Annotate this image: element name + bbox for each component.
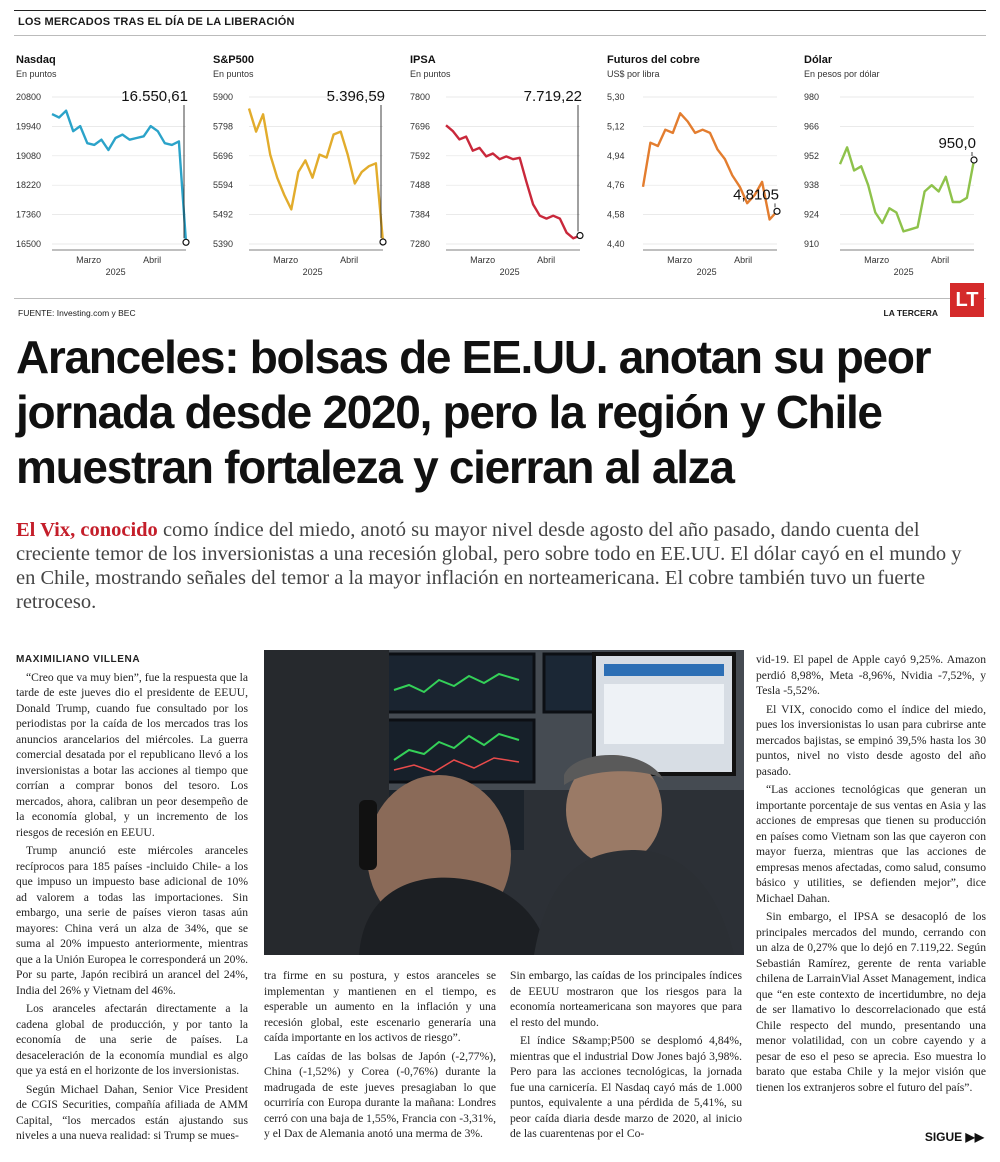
series-line — [840, 147, 974, 231]
la-tercera-logo: LT — [950, 283, 984, 317]
y-tick-label: 7488 — [410, 180, 431, 191]
lede-text: como índice del miedo, anotó su mayor nivel desde agosto del año pasado, dando cuenta del creciente temor de los inversionistas a una recesión global, pero sobre todo en EE.UU. El dólar cayó en el mundo y en Chile, mostrando señales del temor a la mayor inflación en norteamericana. El cobre también tuvo un fuerte retroceso. — [16, 519, 962, 613]
x-year-label: 2025 — [302, 267, 323, 277]
series-line — [249, 109, 383, 243]
last-point-marker — [774, 208, 780, 214]
y-tick-label: 17360 — [16, 209, 42, 220]
y-tick-label: 4,94 — [607, 150, 625, 161]
x-tick-label: Abril — [931, 255, 950, 265]
continue-marker — [925, 1130, 984, 1144]
x-tick-label: Abril — [340, 255, 359, 265]
x-tick-label: Marzo — [864, 255, 890, 265]
lede — [16, 518, 984, 614]
series-line — [643, 113, 777, 219]
paragraph: Sin embargo, las caídas de los principales índices de EEUU mostraron que los riesgos para la economía norteamericana son mayores que para el resto del mundo. — [510, 969, 742, 1029]
chart-unit: En puntos — [410, 69, 451, 79]
last-point-marker — [971, 157, 977, 163]
last-value-label: 5.396,59 — [326, 88, 385, 105]
trader-photo — [264, 650, 744, 955]
y-tick-label: 18220 — [16, 180, 42, 191]
series-line — [446, 125, 580, 238]
chart-title: S&P500 — [213, 54, 254, 66]
y-tick-label: 5,30 — [607, 92, 625, 102]
paragraph: Los aranceles afectarán directamente a la cadena global de producción, y por tanto la economía de una serie de países. La desaceleración de la economía mundial es algo que ya está en el horizonte de los inversionistas. — [16, 1002, 248, 1077]
x-year-label: 2025 — [696, 267, 717, 277]
paragraph: “Creo que va muy bien”, fue la respuesta que la tarde de este jueves dio el presidente de EEUU, Donald Trump, cuando fue consultado por los periodistas por la caída de los mercados tras los anuncios arancelarios del miércoles. La guerra comercial desatada por el republicano llevó a los inversionistas a botar las acciones al tiempo que corrían a comprar bonos del tesoro. Los mercados, ahora, calibran un peor desempeño de la economía global, y un incremento de los riesgos de recesión en EEUU. — [16, 670, 248, 839]
x-year-label: 2025 — [499, 267, 520, 277]
y-tick-label: 7384 — [410, 209, 431, 220]
last-point-marker — [380, 239, 386, 245]
y-tick-label: 19080 — [16, 150, 42, 161]
y-tick-label: 5,12 — [607, 121, 625, 132]
y-tick-label: 7800 — [410, 92, 431, 102]
last-value-label: 950,0 — [938, 135, 976, 152]
chart-title: Dólar — [804, 54, 833, 66]
last-point-marker — [183, 239, 189, 245]
article-column-1 — [16, 652, 248, 1147]
x-tick-label: Marzo — [667, 255, 693, 265]
source-line — [14, 298, 986, 323]
y-tick-label: 5390 — [213, 239, 234, 249]
x-year-label: 2025 — [893, 267, 914, 277]
paragraph: Sin embargo, el IPSA se desacopló de los principales mercados del mundo, cerrando con un alza de 0,27% que lo dejó en 7.119,22. Según Sebastián Ramírez, gerente de renta variable chilena de LarrainVial Asset Management, indica que “en este contexto de incertidumbre, no deja de ser llamativo lo descorrelacionado que está Chile respecto del mundo, presentando una menor volatilidad, con un cobre cayendo y a pesar de eso el peso se aprecia. Eso muestra lo barato que estaba Chile y la mejor visión que tienen los extranjeros sobre el futuro del país”. — [756, 910, 986, 1094]
y-tick-label: 19940 — [16, 121, 42, 132]
x-tick-label: Abril — [143, 255, 162, 265]
last-value-label: 7.719,22 — [523, 88, 582, 105]
x-tick-label: Abril — [734, 255, 753, 265]
sigue-label: SIGUE — [924, 1130, 963, 1144]
y-tick-label: 7280 — [410, 239, 431, 249]
byline: MAXIMILIANO VILLENA — [16, 654, 141, 665]
last-value-label: 16.550,61 — [121, 88, 188, 105]
paragraph: Trump anunció este miércoles aranceles recíprocos para 185 países -incluido Chile- a los que impuso un impuesto base adicional de 10% ad valorem a todas las importaciones. Sin embargo, una serie de países vieron tasas aún mayores: China verá un alza de 34%, que se suma al 20% impuesto anteriormente, mientras que a la Unión Europea le corresponderá un 20%. Por su parte, Japón recibirá un arancel del 24%, India del 26% y Vietnam del 46%. — [16, 844, 248, 997]
chart-unit: En pesos por dólar — [804, 69, 880, 79]
y-tick-label: 5798 — [213, 121, 234, 132]
y-tick-label: 4,76 — [607, 180, 625, 191]
x-tick-label: Marzo — [273, 255, 299, 265]
y-tick-label: 938 — [804, 180, 820, 191]
y-tick-label: 5594 — [213, 180, 234, 191]
article-column-2 — [264, 968, 496, 1145]
chart-title: Futuros del cobre — [607, 54, 700, 66]
y-tick-label: 7696 — [410, 121, 431, 132]
article-column-4 — [756, 652, 986, 1098]
paragraph: El VIX, conocido como el índice del miedo, pues los inversionistas lo usan para cubrirse ante mercados bajistas, se empinó 39,5% hasta los 30 puntos, nivel no visto desde agosto del año pasado. — [756, 702, 986, 778]
brand-name: LA TERCERA — [883, 308, 938, 318]
x-tick-label: Marzo — [470, 255, 496, 265]
y-tick-label: 910 — [804, 239, 820, 249]
x-tick-label: Abril — [537, 255, 556, 265]
play-arrows-icon: ▶▶ — [965, 1130, 984, 1144]
last-point-marker — [577, 233, 583, 239]
market-charts — [0, 48, 1000, 278]
y-tick-label: 20800 — [16, 92, 42, 102]
y-tick-label: 952 — [804, 150, 820, 161]
paragraph: Las caídas de las bolsas de Japón (-2,77%), China (-1,52%) y Corea (-0,76%) durante la madrugada de este jueves presagiaban lo que ocurriría con Europa durante la mañana: Londres cerró con una baja de 1,55%, Francia con -3,31%, y el Dax de Alemania anotó una merma de 3%. — [264, 1049, 496, 1140]
trader-photo-illustration — [264, 650, 744, 955]
chart-title: IPSA — [410, 54, 436, 66]
y-tick-label: 966 — [804, 121, 820, 132]
source-text: FUENTE: Investing.com y BEC — [18, 308, 136, 318]
lede-kicker: El Vix, conocido — [16, 519, 158, 541]
chart-unit: En puntos — [16, 69, 57, 79]
y-tick-label: 7592 — [410, 150, 431, 161]
paragraph: El índice S&amp;P500 se desplomó 4,84%, mientras que el industrial Dow Jones bajó 3,98%. Pero para las acciones tecnológicas, la jornada fue una carnicería. El Nasdaq cayó más de 1.000 puntos, equivalente a una pérdida de 5,41%, su peor caída diaria desde marzo de 2020, al inicio de las cuarentenas por el Co- — [510, 1034, 742, 1140]
chart-unit: En puntos — [213, 69, 254, 79]
chart-title: Nasdaq — [16, 54, 56, 66]
y-tick-label: 5696 — [213, 150, 234, 161]
x-tick-label: Marzo — [76, 255, 102, 265]
y-tick-label: 5492 — [213, 209, 234, 220]
banner-title: LOS MERCADOS TRAS EL DÍA DE LA LIBERACIÓN — [18, 16, 295, 28]
y-tick-label: 924 — [804, 209, 820, 220]
article-column-3 — [510, 968, 742, 1145]
y-tick-label: 5900 — [213, 92, 234, 102]
y-tick-label: 980 — [804, 92, 820, 102]
headline: Aranceles: bolsas de EE.UU. anotan su peor jornada desde 2020, pero la región y Chile muestran fortaleza y cierran al alza — [16, 331, 931, 493]
y-tick-label: 4,40 — [607, 239, 625, 249]
paragraph: tra firme en su postura, y estos aranceles se implementan y mantienen en el tiempo, es esperable un aumento en la inflación y una recesión global, este escenario generaría una caída importante en los activos de riesgo”. — [264, 969, 496, 1044]
y-tick-label: 16500 — [16, 239, 42, 249]
chart-unit: US$ por libra — [607, 69, 660, 79]
y-tick-label: 4,58 — [607, 209, 625, 220]
paragraph: “Las acciones tecnológicas que generan un importante porcentaje de sus ventas en Asia y las acciones de empresas que tienen su producción en países como Vietnam son las que cayeron con mayor fuerza, mientras que las acciones de empresas menos afectadas, como salud, consumo básico y utilities, se defienden mejor”, dice Michael Dahan. — [756, 783, 986, 905]
series-line — [52, 111, 186, 243]
x-year-label: 2025 — [105, 267, 126, 277]
paragraph: vid-19. El papel de Apple cayó 9,25%. Amazon perdió 8,98%, Meta -8,96%, Nvidia -7,52%, y Tesla -5,52%. — [756, 653, 986, 697]
section-banner — [14, 10, 986, 36]
last-value-label: 4,8105 — [733, 186, 779, 204]
paragraph: Según Michael Dahan, Senior Vice President de CGIS Securities, compañía afiliada de AMM Capital, “los mercados están ajustando sus niveles a una nueva realidad: si Trump se mues- — [16, 1082, 248, 1142]
